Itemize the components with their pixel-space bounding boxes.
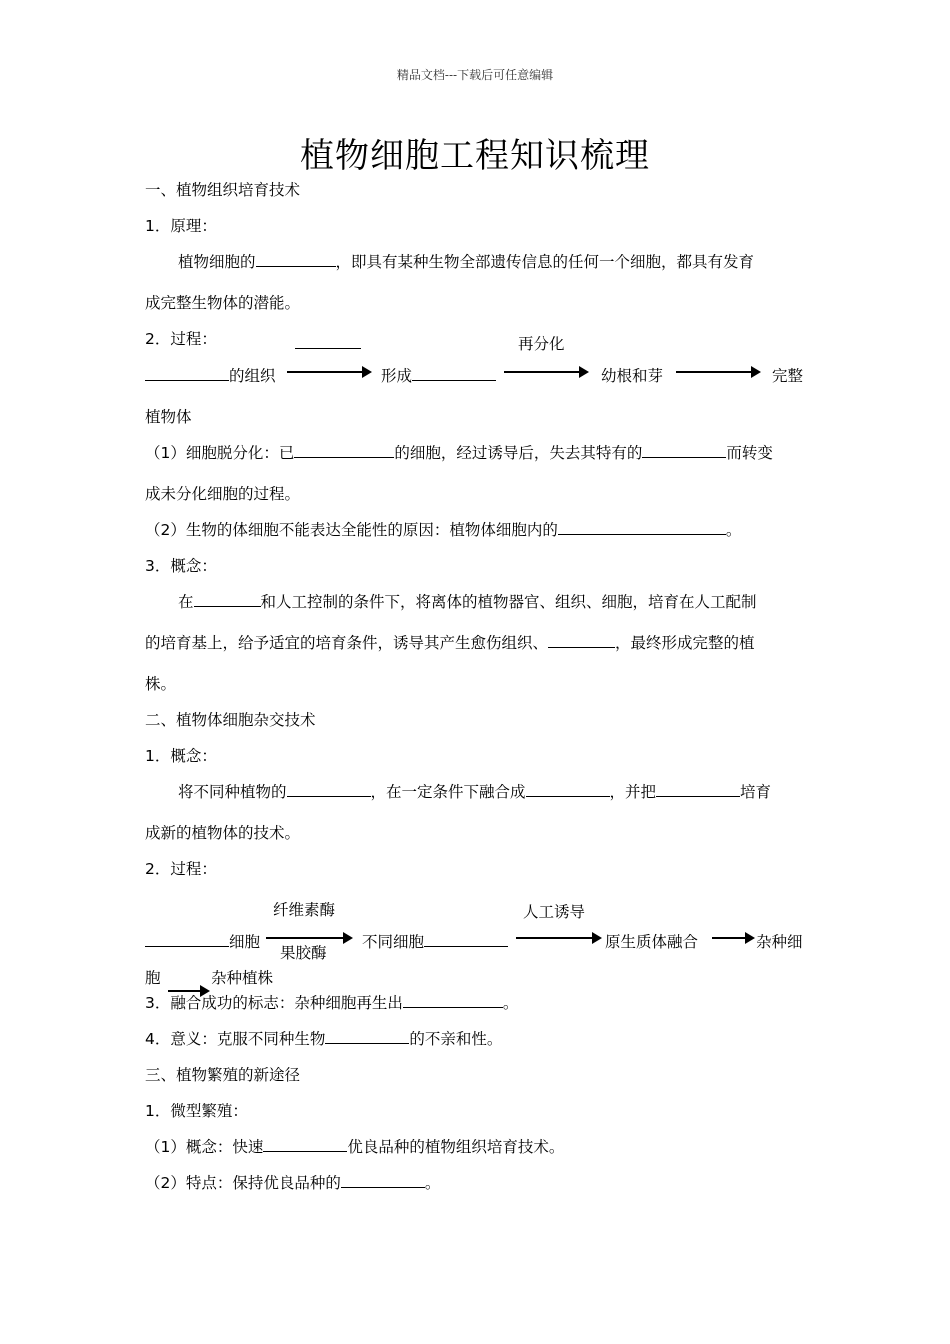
blank [548,633,615,648]
s2-significance-line: 4．意义：克服不同种生物 的不亲和性。 [145,1030,503,1048]
blank [412,366,496,381]
blank [256,252,336,267]
arrow-right-icon [266,937,351,939]
s2-concept-line-2: 成新的植物体的技术。 [145,824,301,842]
s2-success-line: 3．融合成功的标志：杂种细胞再生出 。 [145,994,519,1012]
arrow-right-icon [712,937,753,939]
s2-concept-line-1: 将不同种植物的 ，在一定条件下融合成 ，并把 培育 [178,783,772,801]
s1-q2-line: （2）生物的体细胞不能表达全能性的原因：植物体细胞内的 。 [145,521,742,539]
section-1-heading: 一、植物组织培育技术 [145,181,301,199]
s1-concept-label: 3．概念： [145,557,217,575]
process-step-4: 完整 [772,367,804,385]
s1-concept-line-2: 的培育基上，给予适宜的培育条件，诱导其产生愈伤组织、 ，最终形成完整的植 [145,634,755,652]
process-step-3: 幼根和芽 [601,367,664,385]
process-step-2: 形成 [381,364,496,386]
blank [403,993,503,1008]
arrow-right-icon [287,371,370,373]
fusion-step-5: 杂种植株 [211,969,274,987]
blank [642,443,726,458]
s2-process-label: 2．过程： [145,860,217,878]
s1-concept-line-3: 株。 [145,675,177,693]
fusion-step-3: 原生质体融合 [605,933,699,951]
s2-concept-label: 1．概念： [145,747,217,765]
blank-above-arrow [295,348,361,349]
blank [145,366,229,381]
s1-q1-cont: 成未分化细胞的过程。 [145,485,301,503]
blank [294,443,394,458]
arrow-right-icon [516,937,600,939]
s3-q2-line: （2）特点：保持优良品种的 。 [145,1174,441,1192]
blank [656,782,740,797]
induce-label: 人工诱导 [523,903,586,921]
blank [526,782,610,797]
blank [194,592,261,607]
blank [424,932,508,947]
s1-principle-line: 植物细胞的 ，即具有某种生物全部遗传信息的任何一个细胞，都具有发育 [178,253,755,271]
blank [287,782,371,797]
blank [341,1173,425,1188]
s1-principle-cont: 成完整生物体的潜能。 [145,294,301,312]
s3-q1-line: （1）概念：快速 优良品种的植物组织培育技术。 [145,1138,565,1156]
blank [558,520,726,535]
fusion-step-1: 细胞 [145,930,260,952]
fusion-step-2: 不同细胞 [362,930,508,952]
s3-micro-label: 1．微型繁殖： [145,1102,248,1120]
arrow-right-icon [504,371,587,373]
s1-principle-label: 1．原理： [145,217,217,235]
page-header: 精品文档---下载后可任意编辑 [396,68,554,82]
arrow-right-icon [676,371,759,373]
process-step-4-cont: 植物体 [145,408,192,426]
fusion-step-4-cont: 胞 [145,969,161,987]
s1-process-label: 2．过程： [145,330,217,348]
s1-concept-line-1: 在 和人工控制的条件下，将离体的植物器官、组织、细胞，培育在人工配制 [178,593,757,611]
blank [325,1029,409,1044]
fusion-step-4: 杂种细 [756,933,803,951]
blank [145,932,229,947]
process-step-1: 的组织 [145,364,276,386]
s1-q1-line: （1）细胞脱分化：已 的细胞，经过诱导后，失去其特有的 而转变 [145,444,773,462]
section-3-heading: 三、植物繁殖的新途径 [145,1066,301,1084]
blank [263,1137,347,1152]
page-title: 植物细胞工程知识梳理 [300,136,650,176]
redifferentiation-label: 再分化 [518,335,565,353]
section-2-heading: 二、植物体细胞杂交技术 [145,711,316,729]
enzyme-label-1: 纤维素酶 [273,901,336,919]
enzyme-label-2: 果胶酶 [280,944,327,962]
